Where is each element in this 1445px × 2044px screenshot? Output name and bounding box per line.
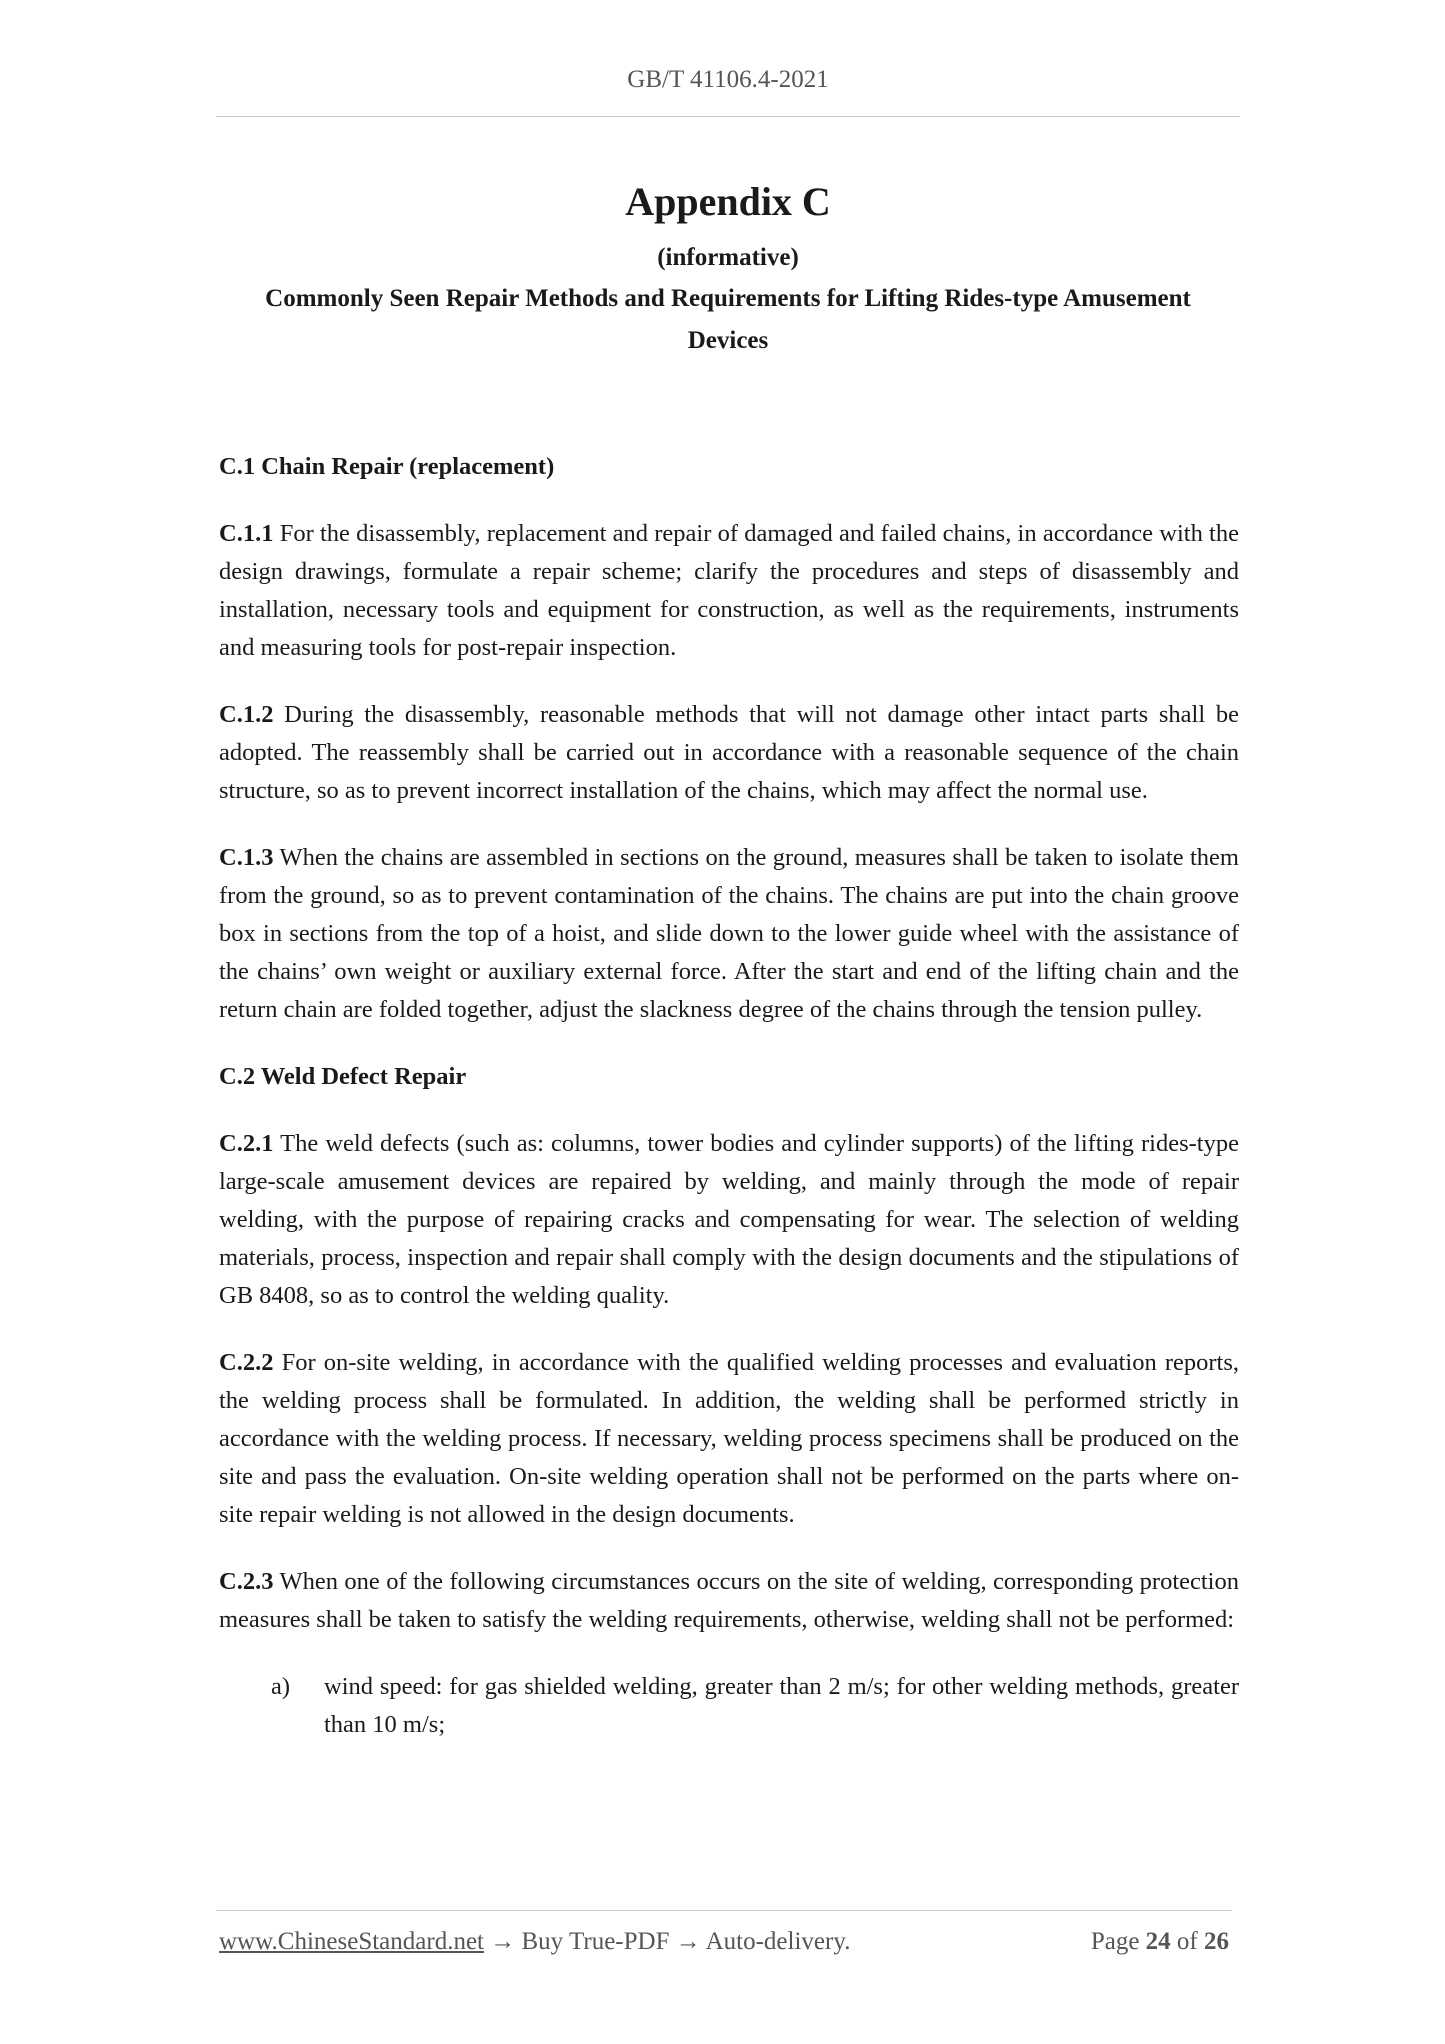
- clause-text: During the disassembly, reasonable methods that will not damage other intact parts shall be adopted. The reassembly shall be carried out in accordance with a reasonable sequence of the chain structure, so as to prevent incorrect installation of the chains, which may affect the normal use.: [219, 701, 1239, 804]
- page-indicator: [1091, 1928, 1229, 1956]
- page-total: 26: [1204, 1928, 1229, 1955]
- document-id: GB/T 41106.4-2021: [627, 66, 829, 93]
- list-item: [219, 1668, 1239, 1744]
- header-divider: [216, 116, 1240, 117]
- footer-promo: [219, 1928, 850, 1956]
- clause-c2-2: [219, 1344, 1239, 1534]
- clause-c1-3: [219, 839, 1239, 1029]
- clause-text: For the disassembly, replacement and repair of damaged and failed chains, in accordance with the design drawings, formulate a repair scheme; clarify the procedures and steps of disassembly and installation, necessary tools and equipment for construction, as well as the requirements, instruments and measuring tools for post-repair inspection.: [219, 520, 1239, 661]
- list-item-text: wind speed: for gas shielded welding, greater than 2 m/s; for other welding methods, greater than 10 m/s;: [324, 1673, 1239, 1738]
- buy-pdf-text: Buy True-PDF: [521, 1928, 670, 1955]
- appendix-subtitle-line-1: Commonly Seen Repair Methods and Requirements for Lifting Rides-type Amusement: [265, 285, 1191, 312]
- appendix-title: Appendix C: [625, 179, 831, 224]
- clause-c2-3: [219, 1563, 1239, 1639]
- appendix-note: (informative): [657, 244, 799, 271]
- section-heading-c2: C.2 Weld Defect Repair: [219, 1063, 467, 1090]
- footer-divider: [216, 1910, 1232, 1911]
- clause-c1-2: [219, 696, 1239, 810]
- arrow-icon: →: [484, 1928, 522, 1955]
- clause-number: C.2.3: [219, 1568, 274, 1595]
- clause-number: C.1.1: [219, 520, 274, 547]
- auto-delivery-text: Auto-delivery.: [705, 1928, 851, 1955]
- document-footer: [219, 1928, 1229, 1956]
- list-marker: a): [271, 1673, 291, 1700]
- arrow-icon: →: [669, 1928, 706, 1955]
- clause-number: C.2.2: [219, 1349, 274, 1376]
- appendix-subtitle-line-2: Devices: [687, 327, 769, 354]
- clause-number: C.1.2: [219, 701, 274, 728]
- clause-text: The weld defects (such as: columns, tower bodies and cylinder supports) of the lifting rides-type large-scale amusement devices are repaired by welding, and mainly through the mode of repair welding, with the purpose of repairing cracks and compensating for wear. The selection of welding materials, process, inspection and repair shall comply with the design documents and the stipulations of GB 8408, so as to control the welding quality.: [219, 1130, 1239, 1309]
- clause-text: For on-site welding, in accordance with the qualified welding processes and evaluation reports, the welding process shall be formulated. In addition, the welding shall be performed strictly in accordance with the welding process. If necessary, welding process specimens shall be produced on the site and pass the evaluation. On-site welding operation shall not be performed on the parts where on-site repair welding is not allowed in the design documents.: [219, 1349, 1239, 1528]
- appendix-title-block: [216, 176, 1240, 360]
- page-current: 24: [1145, 1928, 1171, 1955]
- clause-number: C.2.1: [219, 1130, 274, 1157]
- document-body: [219, 448, 1239, 1744]
- section-heading-c1: C.1 Chain Repair (replacement): [219, 453, 555, 480]
- page-of-label: of: [1170, 1928, 1204, 1955]
- page-label: Page: [1090, 1928, 1146, 1955]
- document-header: [216, 66, 1240, 94]
- website-link[interactable]: www.ChineseStandard.net: [219, 1928, 484, 1955]
- clause-c2-1: [219, 1125, 1239, 1315]
- clause-number: C.1.3: [219, 844, 274, 871]
- clause-c1-1: [219, 515, 1239, 667]
- clause-text: When one of the following circumstances occurs on the site of welding, corresponding protection measures shall be taken to satisfy the welding requirements, otherwise, welding shall not be performed:: [219, 1568, 1239, 1633]
- clause-text: When the chains are assembled in sections on the ground, measures shall be taken to isolate them from the ground, so as to prevent contamination of the chains. The chains are put into the chain groove box in sections from the top of a hoist, and slide down to the lower guide wheel with the assistance of the chains’ own weight or auxiliary external force. After the start and end of the lifting chain and the return chain are folded together, adjust the slackness degree of the chains through the tension pulley.: [219, 844, 1239, 1023]
